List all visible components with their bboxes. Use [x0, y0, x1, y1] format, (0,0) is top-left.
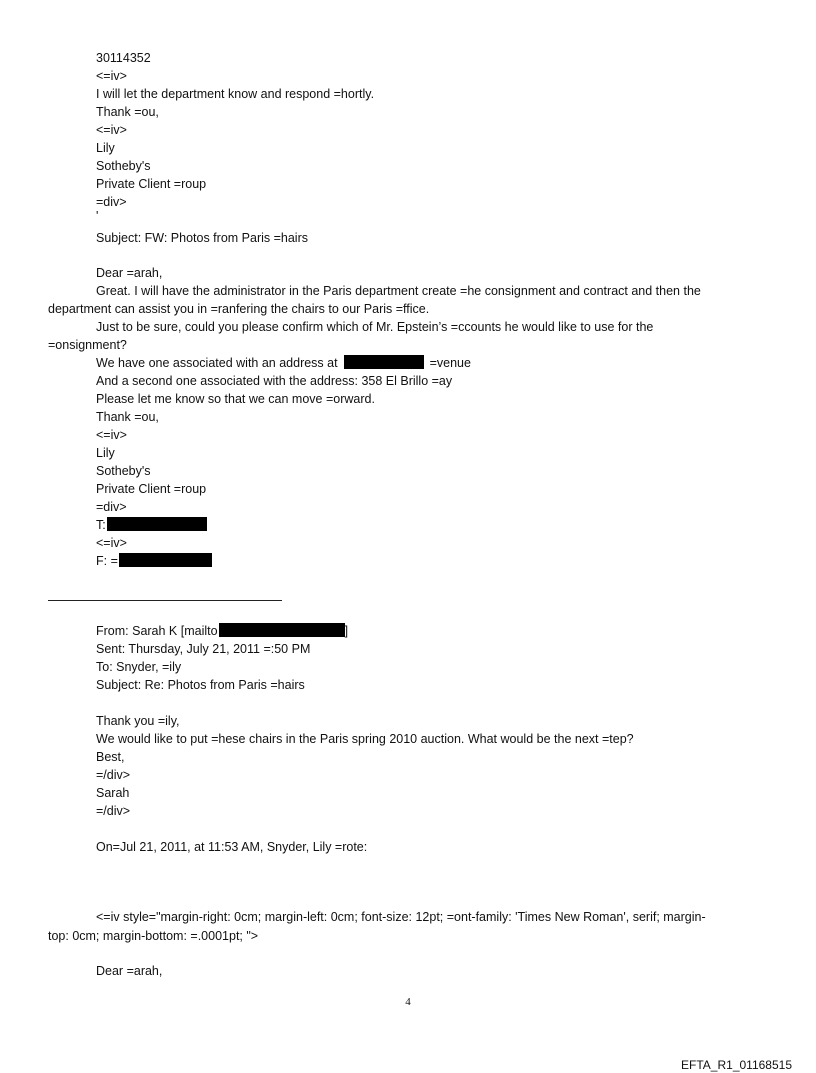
text-line: Sarah	[96, 786, 130, 800]
separator-rule	[48, 600, 282, 601]
text-line: Great. I will have the administrator in the Paris department create =he consignment and contract and then the	[96, 284, 701, 298]
text-line: <=iv>	[96, 123, 127, 137]
text-line: Thank =ou,	[96, 105, 159, 119]
salutation: Dear =arah,	[96, 266, 163, 280]
text-line: Thank =ou,	[96, 410, 159, 424]
text-line: Best,	[96, 750, 125, 764]
text-line: Private Client =roup	[96, 177, 207, 191]
text-line: Lily	[96, 141, 115, 155]
text-line: Sotheby's	[96, 464, 151, 478]
text-line: <=iv>	[96, 428, 127, 442]
text-line: Just to be sure, could you please confirm which of Mr. Epstein’s =ccounts he would like to use for the	[96, 320, 654, 334]
reply-header-line: On=Jul 21, 2011, at 11:53 AM, Snyder, Lily =rote:	[96, 840, 368, 854]
text-line: '	[96, 209, 99, 223]
fax-line	[96, 553, 212, 569]
text-line: =/div>	[96, 768, 131, 782]
text-fragment: From: Sarah K [mailto	[96, 624, 218, 638]
subject-line: Subject: Re: Photos from Paris =hairs	[96, 678, 305, 692]
text-line: Sotheby's	[96, 159, 151, 173]
text-line: =/div>	[96, 804, 131, 818]
salutation: Thank you =ily,	[96, 714, 180, 728]
text-fragment: We have one associated with an address at	[96, 356, 338, 370]
text-line: Lily	[96, 446, 115, 460]
text-line: I will let the department know and respond =hortly.	[96, 87, 375, 101]
text-line: <=iv>	[96, 69, 127, 83]
text-line: <=iv style="margin-right: 0cm; margin-left: 0cm; font-size: 12pt; =ont-family: 'Times New Roman', serif; margin-	[96, 910, 706, 924]
redaction-box	[344, 355, 424, 369]
page-number: 4	[405, 996, 411, 1008]
text-line: We would like to put =hese chairs in the Paris spring 2010 auction. What would be the next =tep?	[96, 732, 634, 746]
redaction-box	[119, 553, 212, 567]
text-fragment: T:	[96, 518, 106, 532]
text-line: And a second one associated with the address: 358 El Brillo =ay	[96, 374, 453, 388]
text-line: <=iv>	[96, 536, 127, 550]
text-line: department can assist you in =ranfering the chairs to our Paris =ffice.	[48, 302, 430, 316]
to-line: To: Snyder, =ily	[96, 660, 182, 674]
subject-line: Subject: FW: Photos from Paris =hairs	[96, 231, 308, 245]
redaction-box	[219, 623, 345, 637]
text-line: =div>	[96, 195, 127, 209]
phone-line	[96, 517, 207, 533]
text-fragment: F: =	[96, 554, 118, 568]
address-line	[96, 355, 471, 371]
text-line: Private Client =roup	[96, 482, 207, 496]
text-fragment: =venue	[429, 356, 471, 370]
bates-number: EFTA_R1_01168515	[681, 1058, 792, 1072]
text-line: top: 0cm; margin-bottom: =.0001pt; ">	[48, 929, 259, 943]
text-line: Please let me know so that we can move =orward.	[96, 392, 375, 406]
text-line: =div>	[96, 500, 127, 514]
text-fragment: ]	[344, 624, 349, 638]
from-line	[96, 623, 348, 639]
text-line: =onsignment?	[48, 338, 127, 352]
redaction-box	[107, 517, 207, 531]
sent-line: Sent: Thursday, July 21, 2011 =:50 PM	[96, 642, 311, 656]
salutation: Dear =arah,	[96, 964, 163, 978]
text-line: 30114352	[96, 51, 151, 65]
